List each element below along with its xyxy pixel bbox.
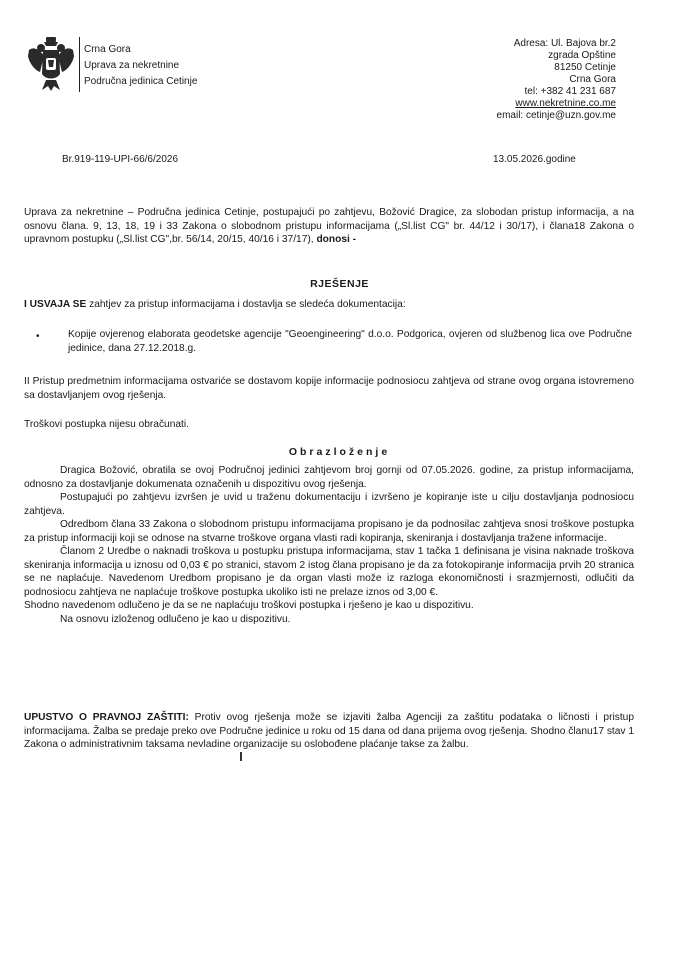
reasoning-paragraph: Na osnovu izloženog odlučeno je kao u dispozitivu. — [60, 613, 291, 625]
legal-remedy-section — [24, 711, 634, 752]
intro-text: Uprava za nekretnine – Područna jedinica Cetinje, postupajući po zahtjevu, Božović Dragice, za slobodan pristup informacija, a na osnovu člana. 9, 13, 18, 19 i 33 Zakona o slobodnom pristupu informacijama („Sl.list CG" br. 44/12 i 30/17), i člana18 Zakona o upravnom postupku („Sl.list CG",br. 56/14, 20/15, 40/16 i 37/17), — [24, 207, 634, 245]
phone-line: tel: +382 41 231 687 — [524, 86, 616, 97]
reasoning-section — [24, 464, 634, 626]
usvaja-label: I USVAJA SE — [24, 299, 87, 310]
pen-mark — [240, 752, 242, 761]
website-link[interactable]: www.nekretnine.co.me — [515, 98, 616, 109]
decision-title: RJEŠENJE — [310, 278, 369, 290]
address-line: Adresa: Ul. Bajova br.2 — [513, 38, 616, 49]
document-date: 13.05.2026.godine — [493, 154, 576, 165]
reasoning-paragraph: Članom 2 Uredbe o naknadi troškova u postupku pristupa informacijama, stav 1 tačka 1 definisana je visina naknade troškova skeniranja informacija u iznosu od 0,03 € po stranici, stavom 2 istog člana propisano je da za fotokopiranje informacija prvih 20 stranica se ne naplaćuje. Navedenom Uredbom propisano je da organ vlasti može iz razloga ekonomičnosti i srazmjernosti, odlučiti da podnosiocu zahtjeva ne naplaćuje troškove postupka ukoliko isti ne prelaze iznos od 3,00 €. — [24, 546, 634, 598]
reasoning-title: Obrazloženje — [288, 446, 391, 458]
address-line: 81250 Cetinje — [554, 62, 616, 73]
document-list-item: Kopije ovjerenog elaborata geodetske agencije "Geoengineering" d.o.o. Podgorica, ovjeren od službenog lica ove Područne jedinice, dana 27.12.2018.g. — [68, 329, 632, 354]
reasoning-paragraph: Odredbom člana 33 Zakona o slobodnom pristupu informacijama propisano je da podnosilac zahtjeva snosi troškove postupka za pristup informaciji koji se odnose na stvarne troškove organa vlasti radi kopiranja, skeniranja i dostavljanja tražene informacije. — [24, 519, 634, 544]
usvaja-text: zahtjev za pristup informacijama i dostavlja se sledeća dokumentacija: — [89, 299, 406, 310]
montenegro-coat-of-arms-icon — [26, 36, 76, 92]
address-line: zgrada Opštine — [548, 50, 616, 61]
reference-number: Br.919-119-UPI-66/6/2026 — [62, 154, 179, 165]
costs-note: Troškovi postupka nijesu obračunati. — [24, 419, 189, 430]
office-line: Područna jedinica Cetinje — [84, 76, 198, 87]
address-block — [396, 38, 616, 122]
office-name-block — [84, 42, 197, 90]
decision-item-two: II Pristup predmetnim informacijama ostvariće se dostavom kopije informacije podnosiocu zahtjeva od strane ovog organa istovremeno sa dostavljanjem ovog rješenja. — [24, 376, 634, 401]
legal-remedy-text: Protiv ovog rješenja može se izjaviti žalba Agenciji za zaštitu podataka o ličnosti i pristup informacijama. Žalba se predaje preko ove Područne jedinice u roku od 15 dana od dana prijema ovog rješenja. Shodno članu17 stav 1 Zakona o administrativnim taksama nevladine organizacije su oslobođene plaćanje takse za žalbu. — [24, 712, 634, 750]
reasoning-paragraph: Dragica Božović, obratila se ovoj Područnoj jedinici zahtjevom broj gornji od 07.05.2026. godine, za pristup informacijama, odnosno za dostavljanje dokumenata označenih u dispozitivu ovog rješenja. — [24, 465, 634, 490]
office-line: Uprava za nekretnine — [84, 60, 180, 71]
legal-remedy-label: UPUSTVO O PRAVNOJ ZAŠTITI: — [24, 712, 189, 723]
office-line: Crna Gora — [84, 44, 131, 55]
decision-item-one — [24, 298, 634, 312]
address-line: Crna Gora — [569, 74, 616, 85]
email-line[interactable]: email: cetinje@uzn.gov.me — [496, 110, 616, 121]
intro-bold-end: donosi - — [316, 234, 357, 245]
header-divider — [79, 37, 80, 92]
intro-paragraph — [24, 206, 634, 247]
reasoning-paragraph: Shodno navedenom odlučeno je da se ne naplaćuju troškovi postupka i rješeno je kao u dispozitivu. — [24, 600, 474, 611]
reasoning-paragraph: Postupajući po zahtjevu izvršen je uvid u traženu dokumentaciju i izvršeno je kopiranje iste u cilju dostavljanja podnosiocu zahtjeva. — [24, 492, 634, 517]
bullet-icon: • — [36, 331, 40, 342]
